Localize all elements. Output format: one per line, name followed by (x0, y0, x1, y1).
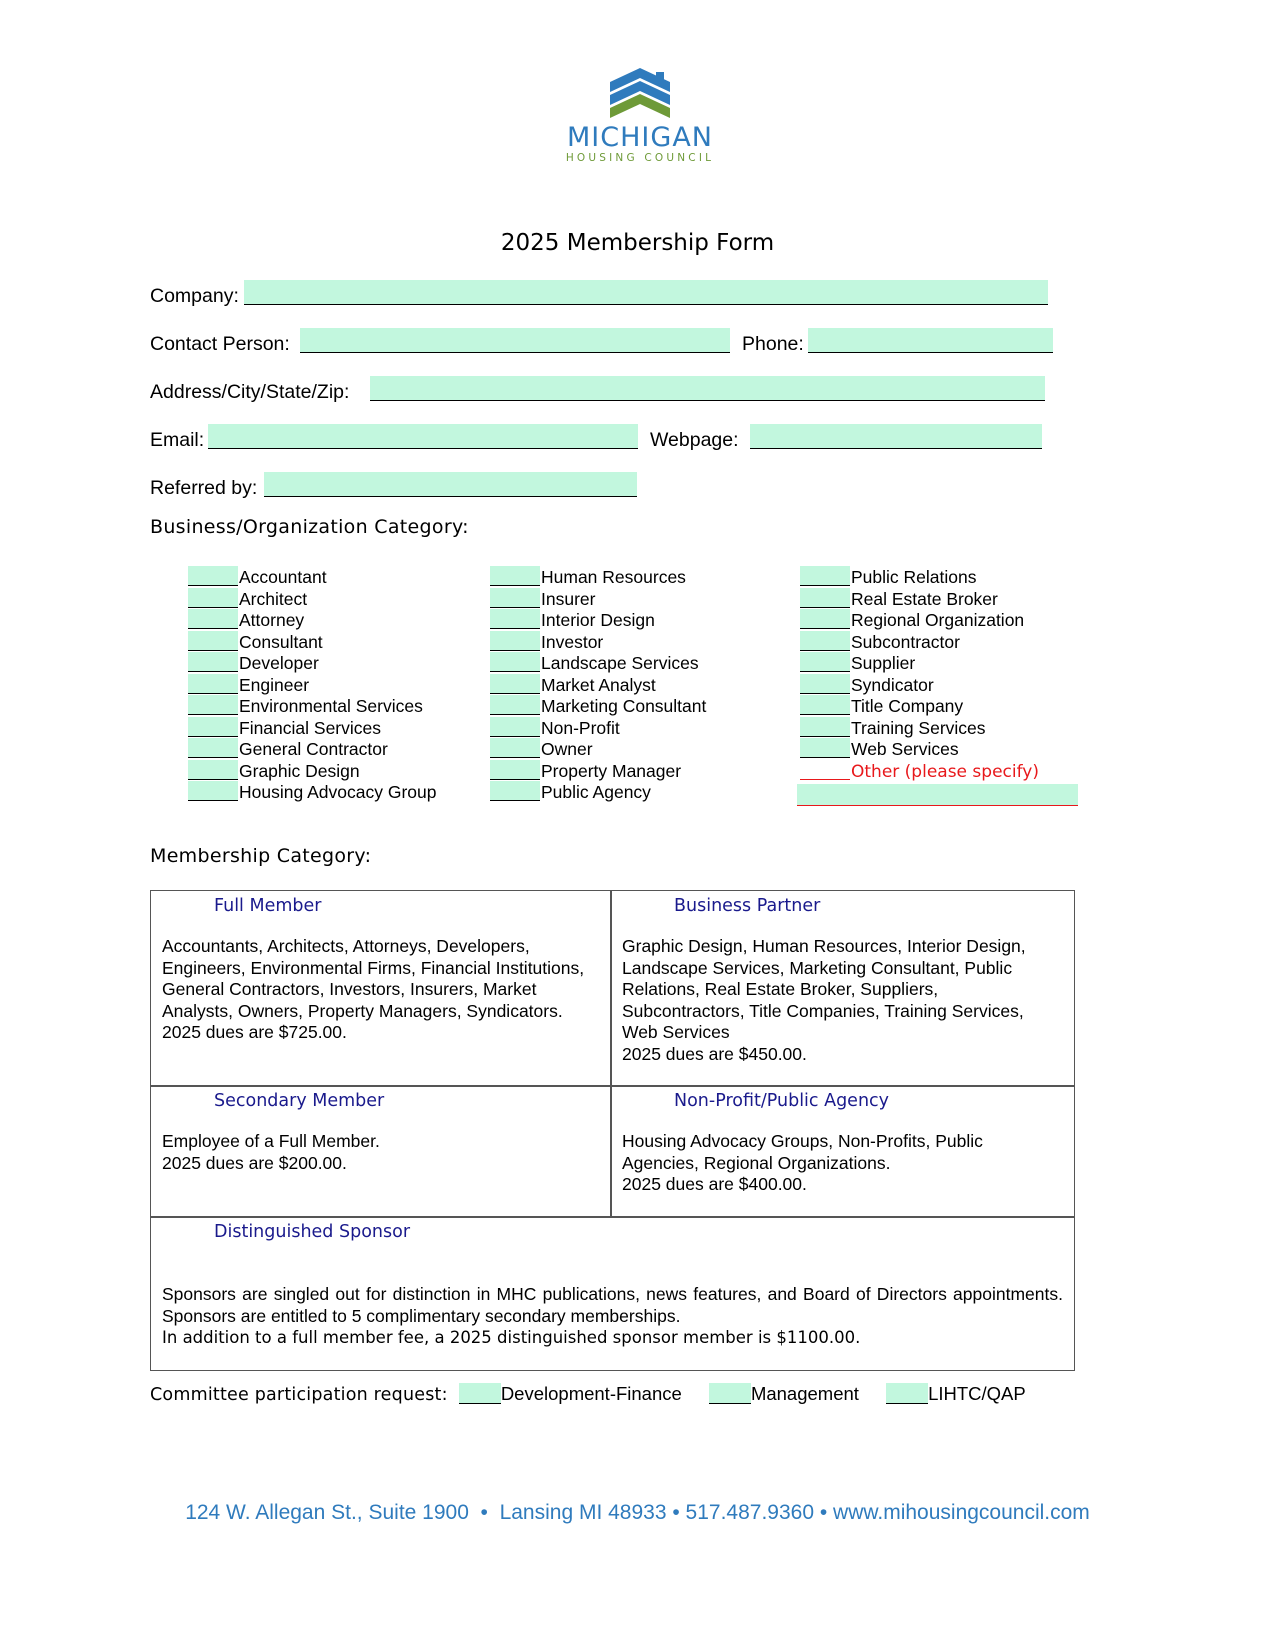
category-checkbox[interactable] (188, 652, 238, 672)
logo-wordmark: MICHIGAN (567, 122, 713, 153)
secondary-member-dues: 2025 dues are $200.00. (162, 1152, 347, 1173)
category-item[interactable]: Regional Organization (800, 609, 1090, 631)
category-item[interactable]: Marketing Consultant (490, 695, 780, 717)
category-column-3 (800, 566, 1090, 781)
nonprofit-body: Housing Advocacy Groups, Non-Profits, Public Agencies, Regional Organizations. (622, 1131, 983, 1173)
secondary-member-cell (150, 1085, 612, 1218)
category-item[interactable]: Consultant (188, 631, 478, 653)
secondary-member-title: Secondary Member (214, 1091, 385, 1111)
contact-input[interactable] (300, 328, 730, 353)
category-checkbox[interactable] (490, 781, 540, 801)
form-title: 2025 Membership Form (500, 230, 775, 256)
secondary-member-body: Employee of a Full Member. (162, 1131, 380, 1151)
category-checkbox[interactable] (188, 695, 238, 715)
distinguished-sponsor-dues: In addition to a full member fee, a 2025 distinguished sponsor member is $1100.00. (162, 1328, 861, 1347)
category-checkbox[interactable] (800, 652, 850, 672)
category-item[interactable]: Subcontractor (800, 631, 1090, 653)
business-partner-title: Business Partner (674, 896, 821, 916)
development-finance-label: Development-Finance (500, 1383, 682, 1404)
category-checkbox[interactable] (490, 652, 540, 672)
category-item[interactable]: Engineer (188, 674, 478, 696)
category-checkbox[interactable] (490, 631, 540, 651)
category-item[interactable]: Non-Profit (490, 717, 780, 739)
business-partner-cell (610, 890, 1075, 1087)
category-item[interactable]: Training Services (800, 717, 1090, 739)
category-item[interactable]: Public Relations (800, 566, 1090, 588)
category-item[interactable]: Human Resources (490, 566, 780, 588)
business-partner-dues: 2025 dues are $450.00. (622, 1043, 807, 1064)
michigan-housing-council-logo (560, 68, 720, 168)
address-label: Address/City/State/Zip: (150, 381, 350, 403)
category-item[interactable]: Market Analyst (490, 674, 780, 696)
category-checkbox[interactable] (490, 609, 540, 629)
category-item[interactable]: Syndicator (800, 674, 1090, 696)
full-member-dues: 2025 dues are $725.00. (162, 1022, 347, 1042)
other-checkbox[interactable] (800, 760, 850, 780)
category-checkbox[interactable] (490, 695, 540, 715)
category-item[interactable]: Housing Advocacy Group (188, 781, 478, 803)
distinguished-sponsor-body: Sponsors are singled out for distinction in MHC publications, news features, and Board of Directors appointments. Sponsors are entitled to 5 complimentary secondary memberships. (162, 1284, 1063, 1326)
development-finance-checkbox[interactable] (459, 1383, 501, 1404)
full-member-body: Accountants, Architects, Attorneys, Developers, Engineers, Environmental Firms, Financial Institutions, General Contractors, Investors, Insurers, Market Analysts, Owners, Property Managers, Syndicators. (162, 936, 585, 1021)
category-checkbox[interactable] (188, 781, 238, 801)
phone-input[interactable] (808, 328, 1053, 353)
category-checkbox[interactable] (188, 738, 238, 758)
category-checkbox[interactable] (800, 695, 850, 715)
category-checkbox[interactable] (800, 674, 850, 694)
category-checkbox[interactable] (800, 738, 850, 758)
category-item[interactable]: Environmental Services (188, 695, 478, 717)
distinguished-sponsor-cell (150, 1216, 1075, 1371)
category-checkbox[interactable] (800, 717, 850, 737)
phone-label: Phone: (742, 333, 804, 355)
footer-contact: 124 W. Allegan St., Suite 1900 • Lansing MI 48933 • 517.487.9360 • www.mihousingcouncil.com (185, 1501, 1090, 1524)
category-item[interactable]: Supplier (800, 652, 1090, 674)
lihtc-qap-checkbox[interactable] (886, 1383, 928, 1404)
category-item[interactable]: Accountant (188, 566, 478, 588)
contact-label: Contact Person: (150, 333, 290, 355)
category-item[interactable]: Graphic Design (188, 760, 478, 782)
category-checkbox[interactable] (188, 760, 238, 780)
category-checkbox[interactable] (490, 717, 540, 737)
logo-subtitle: HOUSING COUNCIL (565, 152, 715, 164)
management-checkbox[interactable] (709, 1383, 751, 1404)
category-checkbox[interactable] (490, 738, 540, 758)
business-partner-body: Graphic Design, Human Resources, Interior Design, Landscape Services, Marketing Consultant, Public Relations, Real Estate Broker, Suppliers, Subcontractors, Title Companies, Training Services, Web Services (622, 936, 1026, 1042)
membership-category-heading: Membership Category: (150, 845, 372, 867)
category-column-1 (188, 566, 478, 803)
category-checkbox[interactable] (490, 566, 540, 586)
category-checkbox[interactable] (800, 631, 850, 651)
nonprofit-cell (610, 1085, 1075, 1218)
company-label: Company: (150, 285, 239, 307)
webpage-input[interactable] (750, 424, 1042, 449)
address-input[interactable] (370, 376, 1045, 401)
lihtc-qap-label: LIHTC/QAP (928, 1383, 1026, 1404)
management-label: Management (750, 1383, 859, 1404)
nonprofit-dues: 2025 dues are $400.00. (622, 1174, 807, 1194)
category-checkbox[interactable] (800, 566, 850, 586)
business-category-heading: Business/Organization Category: (150, 516, 469, 538)
category-item[interactable]: Interior Design (490, 609, 780, 631)
category-item[interactable]: Owner (490, 738, 780, 760)
full-member-title: Full Member (214, 896, 322, 916)
email-input[interactable] (208, 424, 638, 449)
category-column-2 (490, 566, 780, 803)
category-item[interactable]: Landscape Services (490, 652, 780, 674)
email-label: Email: (150, 429, 205, 451)
category-checkbox[interactable] (188, 631, 238, 651)
category-item[interactable]: Architect (188, 588, 478, 610)
category-item[interactable]: Investor (490, 631, 780, 653)
category-item[interactable]: Public Agency (490, 781, 780, 803)
category-item[interactable]: Property Manager (490, 760, 780, 782)
category-checkbox[interactable] (490, 674, 540, 694)
committee-request-row (150, 1381, 1026, 1407)
category-checkbox[interactable] (188, 674, 238, 694)
full-member-cell (150, 890, 612, 1087)
company-input[interactable] (244, 280, 1048, 305)
category-checkbox[interactable] (188, 717, 238, 737)
committee-label: Committee participation request: (150, 1385, 448, 1405)
category-checkbox[interactable] (800, 588, 850, 608)
category-checkbox[interactable] (490, 760, 540, 780)
referred-input[interactable] (264, 472, 637, 497)
category-checkbox[interactable] (188, 566, 238, 586)
category-checkbox[interactable] (800, 609, 850, 629)
distinguished-sponsor-title: Distinguished Sponsor (214, 1222, 411, 1242)
webpage-label: Webpage: (650, 429, 739, 451)
category-item[interactable]: Title Company (800, 695, 1090, 717)
category-item[interactable]: General Contractor (188, 738, 478, 760)
category-item[interactable]: Developer (188, 652, 478, 674)
category-item[interactable]: Real Estate Broker (800, 588, 1090, 610)
category-item[interactable]: Insurer (490, 588, 780, 610)
nonprofit-title: Non-Profit/Public Agency (674, 1091, 890, 1111)
category-checkbox[interactable] (188, 588, 238, 608)
other-specify-input[interactable] (797, 784, 1078, 806)
category-checkbox[interactable] (188, 609, 238, 629)
category-checkbox[interactable] (490, 588, 540, 608)
category-item[interactable]: Attorney (188, 609, 478, 631)
category-item[interactable]: Financial Services (188, 717, 478, 739)
house-chevron-logo-icon (560, 68, 720, 124)
category-item[interactable]: Web Services (800, 738, 1090, 760)
category-item-other[interactable]: Other (please specify) (800, 760, 1090, 782)
referred-label: Referred by: (150, 477, 258, 499)
